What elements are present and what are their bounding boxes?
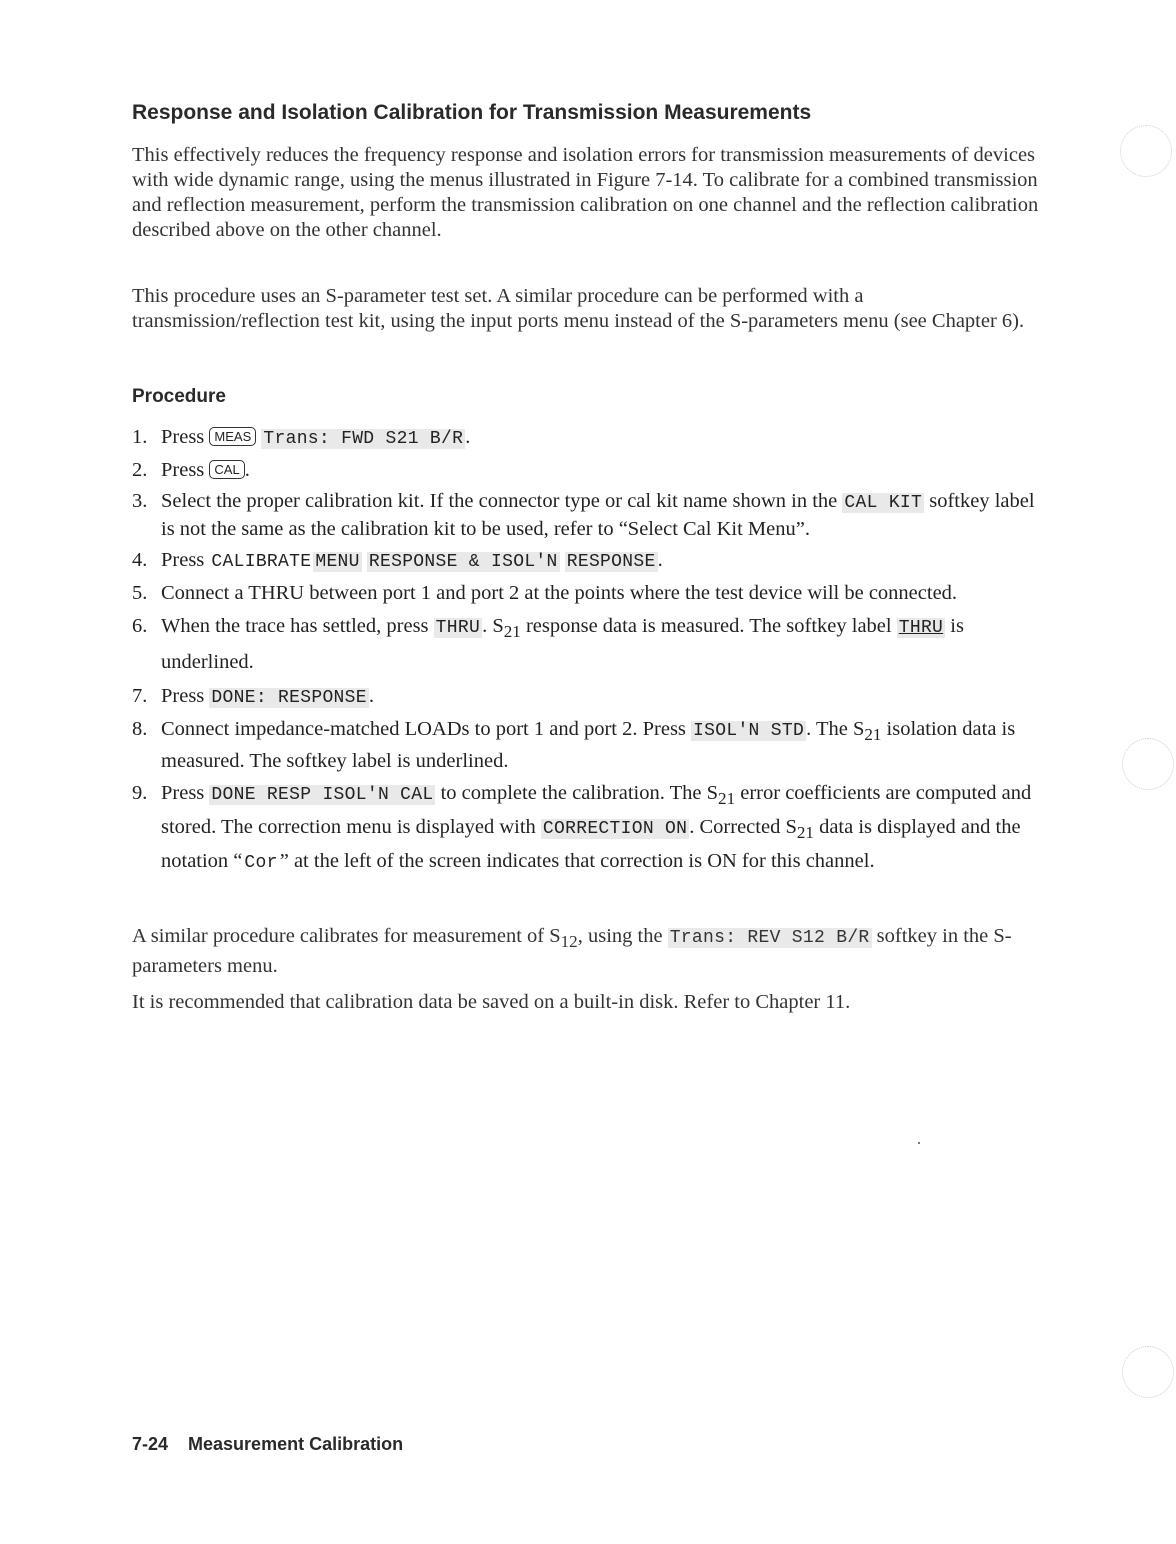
done-resp-isoln-cal-softkey: DONE RESP ISOL'N CAL: [211, 785, 434, 806]
step-text: response data is measured. The softkey label: [520, 615, 892, 637]
step-text: error coefficients are computed and stored. The correction menu is displayed with: [161, 782, 1032, 839]
step-text: Press: [161, 426, 205, 448]
step-number: 4.: [132, 549, 148, 571]
punctuation: .: [368, 685, 374, 708]
step-text: Connect a THRU between port 1 and port 2 at the points where the test device will be connected.: [161, 582, 958, 604]
binder-hole-top: [1120, 125, 1172, 177]
step-9: [132, 779, 1044, 877]
intro-paragraph: This effectively reduces the frequency response and isolation errors for transmission measurements of devices with wide dynamic range, using the menus illustrated in Figure 7-14. To calibrate for a combined transmission and reflection measurement, perform the transmission calibration on one channel and the reflection calibration described above on the other channel.: [132, 144, 1039, 241]
step-7: [132, 683, 1044, 711]
punctuation: .: [244, 459, 250, 481]
cal-kit-softkey: CAL KIT: [844, 493, 923, 513]
response-softkey: RESPONSE: [566, 552, 656, 572]
meas-hardkey: MEAS: [209, 427, 256, 446]
punctuation: .: [465, 426, 471, 448]
paragraph-text: A similar procedure calibrates for measurement of S: [132, 925, 561, 947]
isoln-std-softkey: ISOL'N STD: [693, 721, 805, 742]
step-text: data is displayed and the notation “: [161, 816, 1021, 873]
step-text: . The S: [806, 718, 865, 741]
step-number: 6.: [132, 615, 148, 637]
procedure-heading: Procedure: [132, 386, 226, 407]
step-text: . Corrected S: [689, 816, 797, 839]
step-number: 9.: [132, 782, 148, 805]
step-6: [132, 611, 1044, 678]
binder-hole-bottom: [1122, 1346, 1174, 1398]
procedure-steps: [132, 424, 1044, 882]
menu-softkey: MENU: [315, 552, 360, 572]
calibrate-softkey-label: CALIBRATE: [211, 552, 312, 572]
punctuation: .: [657, 549, 663, 571]
thru-softkey: THRU: [435, 618, 481, 638]
step-text: Select the proper calibration kit. If the connector type or cal kit name shown in the: [161, 490, 838, 512]
step-text: to complete the calibration. The S: [440, 782, 719, 805]
subscript: 21: [718, 789, 736, 809]
step-5: [132, 580, 1044, 606]
step-text: When the trace has settled, press: [161, 615, 429, 637]
thru-softkey-underlined: THRU: [898, 618, 944, 638]
page-number: 7-24: [132, 1434, 169, 1454]
step-number: 3.: [132, 490, 148, 512]
page-footer: [132, 1434, 403, 1455]
step-text: . S: [482, 615, 504, 637]
cal-hardkey: CAL: [209, 460, 244, 479]
response-isoln-softkey: RESPONSE & ISOL'N: [368, 552, 558, 572]
cor-notation: Cor: [244, 853, 278, 874]
step-number: 2.: [132, 459, 148, 481]
subscript: 21: [864, 725, 882, 745]
step-text: is underlined.: [161, 615, 964, 674]
binder-hole-middle: [1122, 738, 1174, 790]
recommendation-paragraph: It is recommended that calibration data be saved on a built-in disk. Refer to Chapter 11.: [132, 991, 851, 1013]
subscript: 12: [560, 932, 578, 952]
test-set-paragraph: This procedure uses an S-parameter test set. A similar procedure can be performed with a transmission/reflection test kit, using the input ports menu instead of the S-parameters menu (see Chapter 6).: [132, 285, 1025, 332]
step-1: [132, 424, 1044, 452]
done-response-softkey: DONE: RESPONSE: [211, 688, 367, 709]
step-text: Press: [161, 782, 205, 805]
section-heading: Response and Isolation Calibration for Transmission Measurements: [132, 101, 812, 124]
step-3: [132, 488, 1044, 542]
scan-speck: [918, 1142, 920, 1144]
step-text: Connect impedance-matched LOADs to port 1 and port 2. Press: [161, 718, 686, 741]
subscript: 21: [796, 823, 814, 843]
step-text: Press: [161, 549, 205, 571]
step-4: [132, 547, 1044, 575]
step-number: 7.: [132, 685, 148, 708]
step-text: Press: [161, 459, 205, 481]
trans-rev-s12-softkey: Trans: REV S12 B/R: [669, 928, 870, 948]
footer-section-title: Measurement Calibration: [188, 1434, 404, 1454]
step-number: 5.: [132, 582, 148, 604]
step-8: [132, 716, 1044, 774]
step-text: Press: [161, 685, 205, 708]
similar-procedure-paragraph: [132, 924, 1042, 979]
step-2: [132, 457, 1044, 483]
step-text: isolation data is measured. The softkey label is underlined.: [161, 718, 1016, 773]
step-text: ” at the left of the screen indicates that correction is ON for this channel.: [279, 850, 875, 873]
step-number: 8.: [132, 718, 148, 741]
subscript: 21: [503, 622, 521, 642]
paragraph-text: softkey in the S-parameters menu.: [132, 925, 1012, 978]
correction-on-softkey: CORRECTION ON: [542, 819, 688, 840]
paragraph-text: , using the: [577, 925, 663, 947]
trans-fwd-s21-softkey: Trans: FWD S21 B/R: [263, 429, 464, 449]
step-text: softkey label is not the same as the calibration kit to be used, refer to “Select Cal Kit Menu”.: [161, 490, 1035, 540]
step-number: 1.: [132, 426, 148, 448]
